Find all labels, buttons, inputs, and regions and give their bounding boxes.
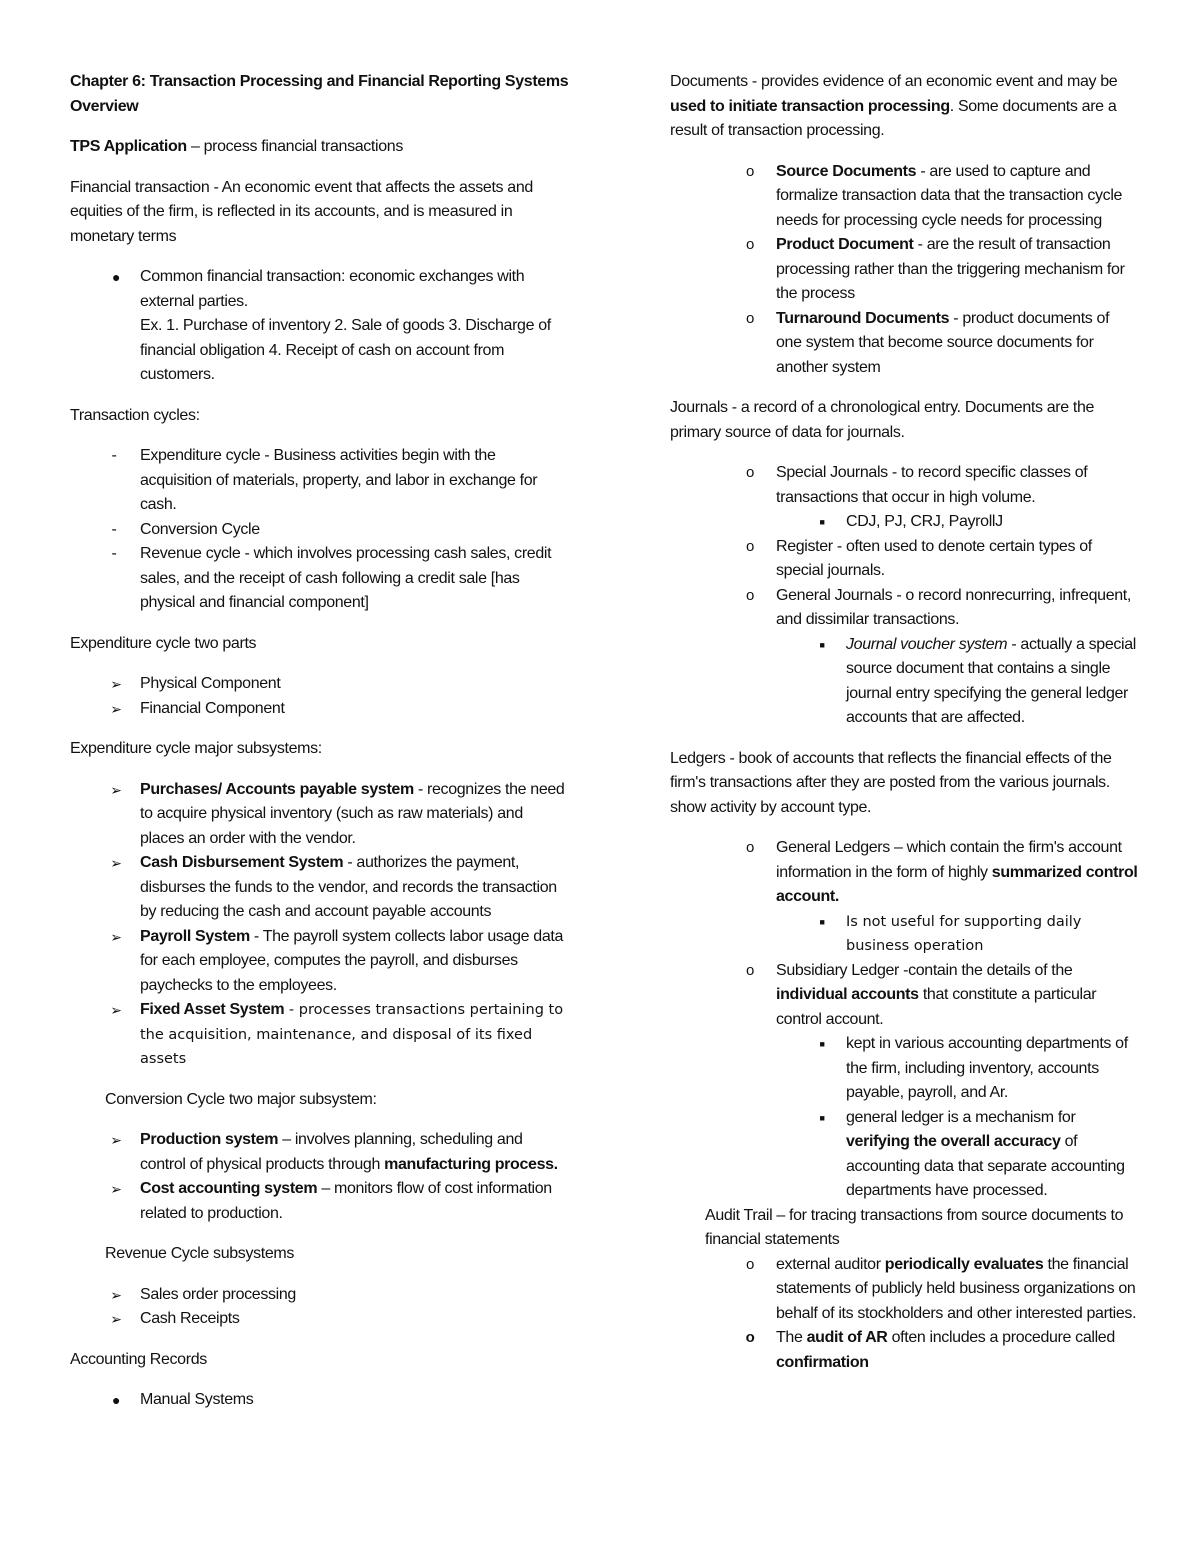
transaction-cycles-list xyxy=(70,444,570,616)
list-item: o Register - often used to denote certain types of special journals. xyxy=(670,535,1138,584)
list-item: - Expenditure cycle - Business activities begin with the acquisition of materials, property, and labor in exchange for cash. xyxy=(70,444,570,518)
expenditure-major-heading: Expenditure cycle major subsystems: xyxy=(70,740,322,757)
list-item: ➢ Cost accounting system – monitors flow of cost information related to production. xyxy=(70,1177,570,1226)
revenue-subsystems-list xyxy=(70,1283,570,1332)
list-item: ➢ Fixed Asset System - processes transactions pertaining to the acquisition, maintenance, and disposal of its fixed assets xyxy=(70,998,570,1072)
list-item: ➢ Physical Component xyxy=(70,672,570,697)
circle-bullet-icon: o xyxy=(745,1329,755,1346)
list-item: ➢ Production system – involves planning, scheduling and control of physical products through manufacturing process. xyxy=(70,1128,570,1177)
expenditure-parts-list xyxy=(70,672,570,721)
list-item: - Revenue cycle - which involves processing cash sales, credit sales, and the receipt of cash following a credit sale [has physical and financial component] xyxy=(70,542,570,616)
circle-bullet-icon: o xyxy=(746,586,754,604)
list-item: ■ Is not useful for supporting daily business operation xyxy=(776,910,1138,959)
common-transaction-list xyxy=(70,265,570,388)
documents-def: Documents - provides evidence of an economic event and may be used to initiate transaction processing. Some documents are a result of transaction processing. xyxy=(670,73,1118,139)
journal-types-list xyxy=(670,461,1138,731)
page-title: Chapter 6: Transaction Processing and Financial Reporting Systems Overview xyxy=(70,73,569,115)
list-item: ■ CDJ, PJ, CRJ, PayrollJ xyxy=(776,510,1138,535)
square-bullet-icon: ■ xyxy=(819,916,825,927)
square-bullet-icon: ■ xyxy=(819,517,825,527)
circle-bullet-icon: o xyxy=(746,961,754,979)
conversion-subsystems-list xyxy=(70,1128,570,1226)
list-item: o external auditor periodically evaluates the financial statements of publicly held business organizations on behalf of its stockholders and other interested parties. xyxy=(670,1253,1138,1327)
list-item: ➢ Cash Disbursement System - authorizes the payment, disburses the funds to the vendor, and records the transaction by reducing the cash and account payable accounts xyxy=(70,851,570,925)
circle-bullet-icon: o xyxy=(746,309,754,327)
list-item: ➢ Sales order processing xyxy=(70,1283,570,1308)
bullet-dot-icon: ● xyxy=(111,269,121,285)
left-column xyxy=(70,70,570,1429)
right-column xyxy=(670,70,1138,1391)
list-item: ➢ Purchases/ Accounts payable system - recognizes the need to acquire physical inventory (such as raw materials) and places an order with the vendor. xyxy=(70,778,570,852)
circle-bullet-icon: o xyxy=(746,236,754,253)
circle-bullet-icon: o xyxy=(746,839,754,856)
expenditure-two-parts-heading: Expenditure cycle two parts xyxy=(70,634,257,652)
list-item: ■ general ledger is a mechanism for verifying the overall accuracy of accounting data that separate accounting departments have processed. xyxy=(776,1106,1138,1204)
list-item: - Conversion Cycle xyxy=(70,518,570,543)
general-journals-sublist xyxy=(776,633,1138,731)
list-item: o Source Documents - are used to capture and formalize transaction data that the transaction cycle needs for processing cycle needs for processing xyxy=(670,160,1138,234)
list-item: o Special Journals - to record specific classes of transactions that occur in high volume. ■ CDJ, PJ, CRJ, PayrollJ xyxy=(670,461,1138,535)
arrow-bullet-icon: ➢ xyxy=(110,1132,122,1148)
arrow-bullet-icon: ➢ xyxy=(110,1002,122,1018)
square-bullet-icon: ■ xyxy=(819,1112,825,1123)
list-item: ➢ Financial Component xyxy=(70,697,570,722)
arrow-bullet-icon: ➢ xyxy=(110,1181,122,1197)
list-item: o General Ledgers – which contain the firm's account information in the form of highly summarized control account. ■ Is not useful for supporting daily business operation xyxy=(670,836,1138,959)
circle-bullet-icon: o xyxy=(746,162,754,180)
subsidiary-ledger-sublist xyxy=(776,1032,1138,1204)
list-item: o Turnaround Documents - product documents of one system that become source documents for another system xyxy=(670,307,1138,381)
dash-icon: - xyxy=(111,520,117,538)
list-item: ● Common financial transaction: economic exchanges with external parties. Ex. 1. Purchase of inventory 2. Sale of goods 3. Discharge of financial obligation 4. Receipt of cash on account from customers. xyxy=(70,265,570,388)
list-item: o The audit of AR often includes a procedure called confirmation xyxy=(670,1326,1138,1375)
journals-def: Journals - a record of a chronological entry. Documents are the primary source of data for journals. xyxy=(670,399,1095,441)
list-item: ➢ Payroll System - The payroll system collects labor usage data for each employee, computes the payroll, and disburses paychecks to the employees. xyxy=(70,925,570,999)
list-item: ■ kept in various accounting departments of the firm, including inventory, accounts payable, payroll, and Ar. xyxy=(776,1032,1138,1106)
arrow-bullet-icon: ➢ xyxy=(110,928,122,945)
expenditure-subsystems-list xyxy=(70,778,570,1072)
document-types-list xyxy=(670,160,1138,381)
bullet-dot-icon: ● xyxy=(111,1392,121,1408)
arrow-bullet-icon: ➢ xyxy=(110,676,122,692)
ledgers-def: Ledgers - book of accounts that reflects the financial effects of the firm's transactions after they are posted from the various journals. show activity by account type. xyxy=(670,749,1112,816)
audit-trail-list xyxy=(670,1253,1138,1376)
transaction-cycles-heading: Transaction cycles: xyxy=(70,406,200,424)
general-ledger-sublist xyxy=(776,910,1138,959)
circle-bullet-icon: o xyxy=(746,537,754,555)
arrow-bullet-icon: ➢ xyxy=(110,700,122,717)
circle-bullet-icon: o xyxy=(746,1255,754,1273)
tps-line: TPS Application – process financial transactions xyxy=(70,138,403,155)
square-bullet-icon: ■ xyxy=(819,1039,825,1049)
revenue-heading: Revenue Cycle subsystems xyxy=(105,1245,295,1262)
dash-icon: - xyxy=(111,447,117,464)
list-item: ● Manual Systems xyxy=(70,1388,570,1413)
ledger-types-list xyxy=(670,836,1138,1204)
audit-trail-def: Audit Trail – for tracing transactions from source documents to financial statements xyxy=(705,1206,1124,1248)
circle-bullet-icon: o xyxy=(746,464,754,481)
accounting-records-heading: Accounting Records xyxy=(70,1350,207,1368)
accounting-records-list xyxy=(70,1388,570,1413)
list-item: ■ Journal voucher system - actually a special source document that contains a single journal entry specifying the general ledger accounts that are affected. xyxy=(776,633,1138,731)
arrow-bullet-icon: ➢ xyxy=(110,1311,122,1327)
list-item: o Product Document - are the result of transaction processing rather than the triggering mechanism for the process xyxy=(670,233,1138,307)
tps-term: TPS Application xyxy=(70,138,187,155)
financial-transaction-def: Financial transaction - An economic event that affects the assets and equities of the firm, is reflected in its accounts, and is measured in monetary terms xyxy=(70,178,533,245)
list-item: o Subsidiary Ledger -contain the details of the individual accounts that constitute a particular control account. ■ kept in various accounting departments of the firm, including inventory, accounts payable, payroll, and Ar. ■ general ledger is a mechanism for verifying the overall accuracy of accounting data that separate accounting departments have processed. xyxy=(670,959,1138,1204)
conversion-heading: Conversion Cycle two major subsystem: xyxy=(105,1090,377,1108)
arrow-bullet-icon: ➢ xyxy=(110,855,122,871)
arrow-bullet-icon: ➢ xyxy=(110,1286,122,1303)
special-journals-sublist xyxy=(776,510,1138,535)
square-bullet-icon: ■ xyxy=(819,639,825,650)
list-item: ➢ Cash Receipts xyxy=(70,1307,570,1332)
arrow-bullet-icon: ➢ xyxy=(110,781,122,798)
dash-icon: - xyxy=(111,545,117,562)
list-item: o General Journals - o record nonrecurring, infrequent, and dissimilar transactions. ■ Journal voucher system - actually a special source document that contains a single journal entry specifying the general ledger accounts that are affected. xyxy=(670,584,1138,731)
